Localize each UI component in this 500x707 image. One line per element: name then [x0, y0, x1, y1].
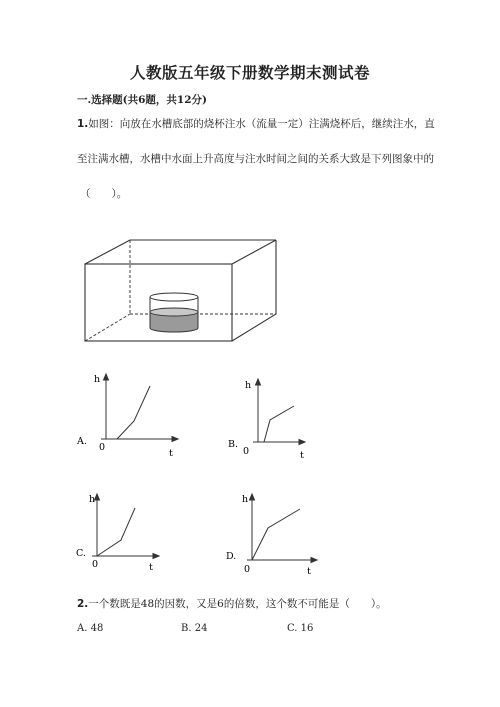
question-2	[77, 597, 387, 611]
question-2-option-a[interactable]: A. 48	[77, 623, 104, 634]
question-1-line-3: （ ）。	[80, 188, 128, 200]
origin-label: 0	[99, 442, 106, 453]
origin-label: 0	[243, 446, 250, 457]
tank-top-face	[85, 240, 276, 264]
origin-label: 0	[244, 564, 251, 575]
x-axis-label: t	[169, 448, 173, 459]
y-axis-label: h	[89, 494, 96, 505]
graph-a	[68, 366, 193, 462]
question-2-number: 2.	[77, 598, 89, 610]
question-2-option-c[interactable]: C. 16	[287, 623, 314, 634]
graph-curve	[252, 509, 300, 560]
question-2-text: 一个数既是48的因数，又是6的倍数，这个数不可能是（ ）。	[88, 598, 387, 610]
question-1-line-2: 至注满水槽，水槽中水面上升高度与注水时间之间的关系大致是下列图象中的	[77, 153, 434, 165]
graph-curve	[264, 406, 294, 442]
x-axis-label: t	[149, 562, 153, 573]
y-axis-arrow-icon	[250, 494, 255, 500]
question-1-number: 1.	[77, 118, 89, 130]
y-axis-label: h	[242, 494, 249, 505]
y-axis-arrow-icon	[95, 494, 100, 500]
page-title: 人教版五年级下册数学期末测试卷	[129, 63, 370, 82]
y-axis-label: h	[94, 374, 101, 385]
option-a-label: A.	[77, 436, 87, 447]
graph-d	[222, 488, 352, 578]
graph-c	[70, 488, 195, 578]
question-2-option-b[interactable]: B. 24	[181, 623, 208, 634]
option-d-label: D.	[226, 551, 237, 562]
section-heading: 一.选择题(共6题，共12分)	[77, 94, 208, 106]
graph-curve	[97, 508, 135, 556]
y-axis-arrow-icon	[104, 374, 109, 380]
graph-curve	[117, 386, 150, 439]
x-axis-arrow-icon	[172, 437, 178, 442]
option-b-label: B.	[228, 439, 239, 450]
x-axis-label: t	[300, 450, 304, 461]
option-c-label: C.	[76, 548, 86, 559]
question-1-line-1	[77, 117, 435, 131]
x-axis-label: t	[307, 566, 311, 577]
tank-side-face	[232, 240, 276, 341]
origin-label: 0	[92, 559, 99, 570]
graph-b	[222, 366, 347, 462]
question-1-text-line-1: 如图：向放在水槽底部的烧杯注水（流量一定）注满烧杯后，继续注水，直	[88, 118, 435, 130]
y-axis-arrow-icon	[256, 379, 261, 385]
y-axis-label: h	[245, 380, 252, 391]
x-axis-arrow-icon	[153, 554, 159, 559]
water-tank-figure	[80, 236, 280, 348]
x-axis-arrow-icon	[299, 440, 305, 445]
x-axis-arrow-icon	[311, 558, 317, 563]
beaker	[150, 293, 198, 332]
